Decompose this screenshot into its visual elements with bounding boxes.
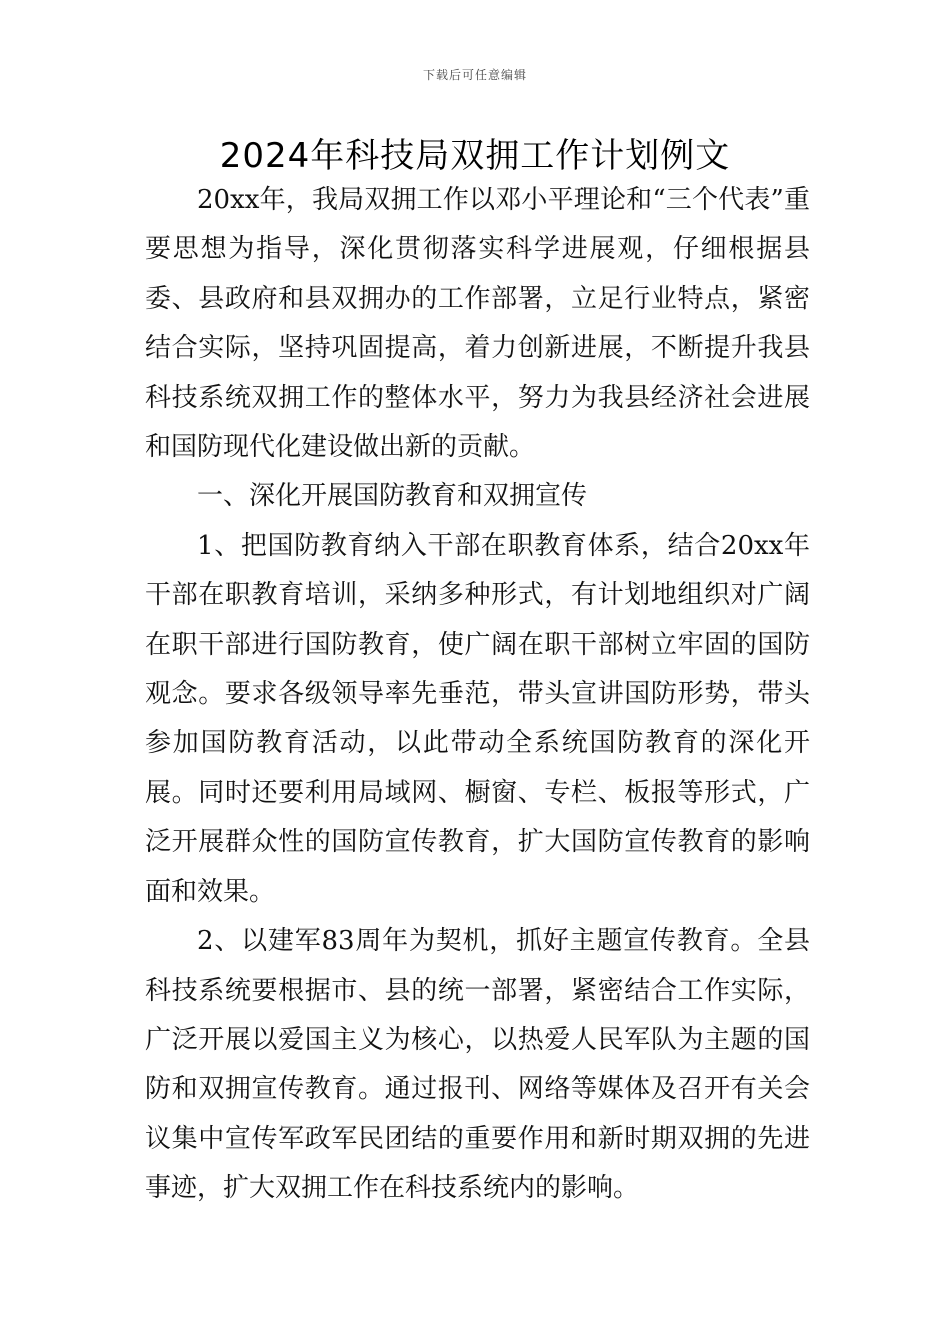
- paragraph-item-2: 2、以建军83周年为契机，抓好主题宣传教育。全县科技系统要根据市、县的统一部署，紧密结合工作实际，广泛开展以爱国主义为核心，以热爱人民军队为主题的国防和双拥宣传教育。通过报刊、网络等媒体及召开有关会议集中宣传军政军民团结的重要作用和新时期双拥的先进事迹，扩大双拥工作在科技系统内的影响。: [145, 926, 810, 1204]
- paragraph-item-1: 1、把国防教育纳入干部在职教育体系，结合20xx年干部在职教育培训，采纳多种形式，有计划地组织对广阔在职干部进行国防教育，使广阔在职干部树立牢固的国防观念。要求各级领导率先垂范，带头宣讲国防形势，带头参加国防教育活动，以此带动全系统国防教育的深化开展。同时还要利用局域网、橱窗、专栏、板报等形式，广泛开展群众性的国防宣传教育，扩大国防宣传教育的影响面和效果。: [145, 530, 810, 907]
- header-note: 下载后可任意编辑: [422, 68, 527, 82]
- document-title: 2024年科技局双拥工作计划例文: [219, 136, 731, 176]
- paragraph-intro: 20xx年，我局双拥工作以邓小平理论和“三个代表”重要思想为指导，深化贯彻落实科学进展观，仔细根据县委、县政府和县双拥办的工作部署，立足行业特点，紧密结合实际，坚持巩固提高，着力创新进展，不断提升我县科技系统双拥工作的整体水平，努力为我县经济社会进展和国防现代化建设做出新的贡献。: [145, 185, 810, 463]
- section-heading: 一、深化开展国防教育和双拥宣传: [197, 481, 588, 512]
- document-body: [145, 176, 810, 1214]
